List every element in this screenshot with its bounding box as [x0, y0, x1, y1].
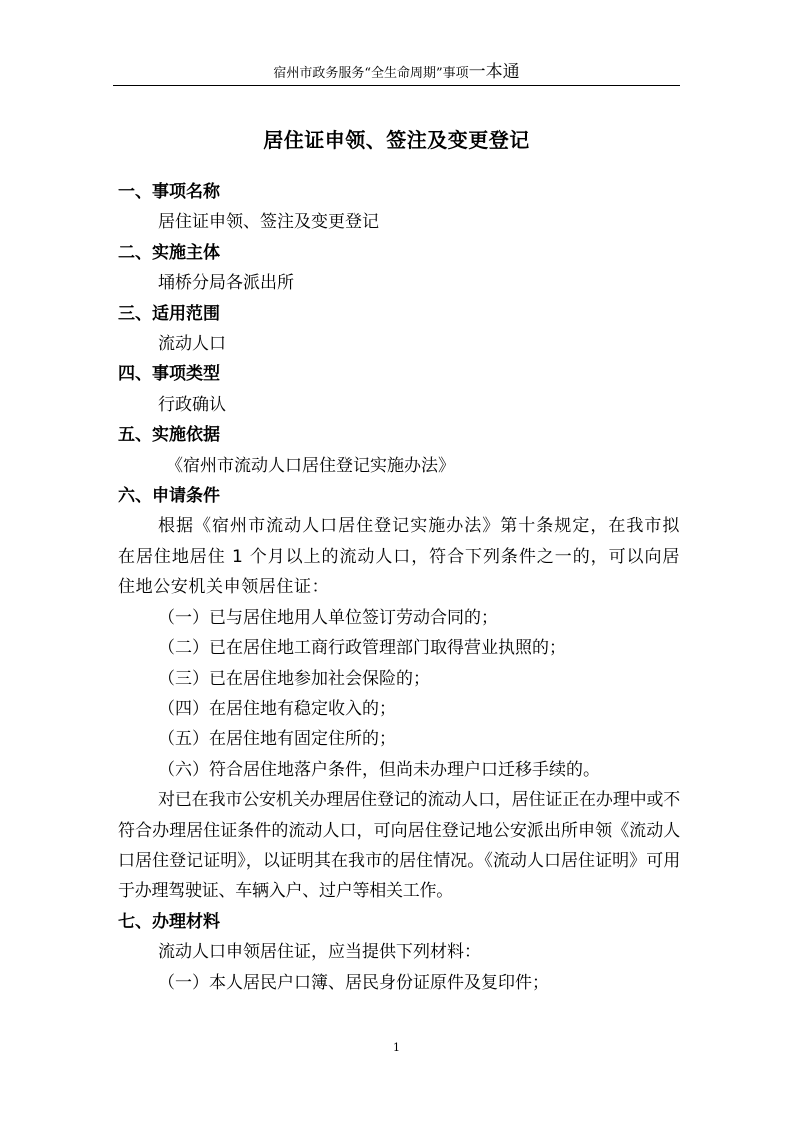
header-rule	[113, 85, 680, 86]
section-3-body: 流动人口	[158, 334, 226, 355]
section-7-heading: 七、办理材料	[118, 911, 220, 932]
section-4-heading: 四、事项类型	[118, 364, 220, 385]
header-text: 宿州市政务服务“全生命周期”事项	[273, 66, 469, 81]
header-big-text: 一本通	[468, 62, 520, 82]
section-2-heading: 二、实施主体	[118, 242, 220, 263]
document-body	[118, 177, 680, 998]
section-4-body: 行政确认	[158, 394, 226, 415]
section-1-body: 居住证申领、签注及变更登记	[158, 212, 379, 233]
running-header	[0, 62, 793, 84]
material-item: （一）本人居民户口簿、居民身份证原件及复印件；	[158, 972, 549, 993]
condition-item: （四）在居住地有稳定收入的；	[158, 698, 396, 719]
section-3-heading: 三、适用范围	[118, 303, 220, 324]
section-2-body: 埇桥分局各派出所	[158, 273, 294, 294]
section-6-heading: 六、申请条件	[118, 486, 220, 507]
condition-item: （六）符合居住地落户条件，但尚未办理户口迁移手续的。	[158, 759, 600, 780]
section-5-body: 《宿州市流动人口居住登记实施办法》	[166, 455, 455, 476]
section-6-note: 对已在我市公安机关办理居住登记的流动人口，居住证正在办理中或不符合办理居住证条件的流动人口，可向居住登记地公安派出所申领《流动人口居住登记证明》，以证明其在我市的居住情况。《流动人口居住证明》可用于办理驾驶证、车辆入户、过户等相关工作。	[118, 790, 680, 902]
condition-item: （二）已在居住地工商行政管理部门取得营业执照的；	[158, 638, 566, 659]
page-title: 居住证申领、签注及变更登记	[263, 128, 530, 152]
section-6-intro: 根据《宿州市流动人口居住登记实施办法》第十条规定，在我市拟在居住地居住 1 个月以上的流动人口，符合下列条件之一的，可以向居住地公安机关申领居住证：	[118, 516, 680, 598]
condition-item: （五）在居住地有固定住所的；	[158, 729, 396, 750]
section-1-heading: 一、事项名称	[118, 182, 220, 202]
section-7-intro: 流动人口申领居住证，应当提供下列材料：	[158, 942, 481, 963]
condition-item: （一）已与居住地用人单位签订劳动合同的；	[158, 607, 498, 628]
section-5-heading: 五、实施依据	[118, 425, 220, 446]
page-number: 1	[393, 1041, 400, 1054]
condition-item: （三）已在居住地参加社会保险的；	[158, 668, 430, 689]
